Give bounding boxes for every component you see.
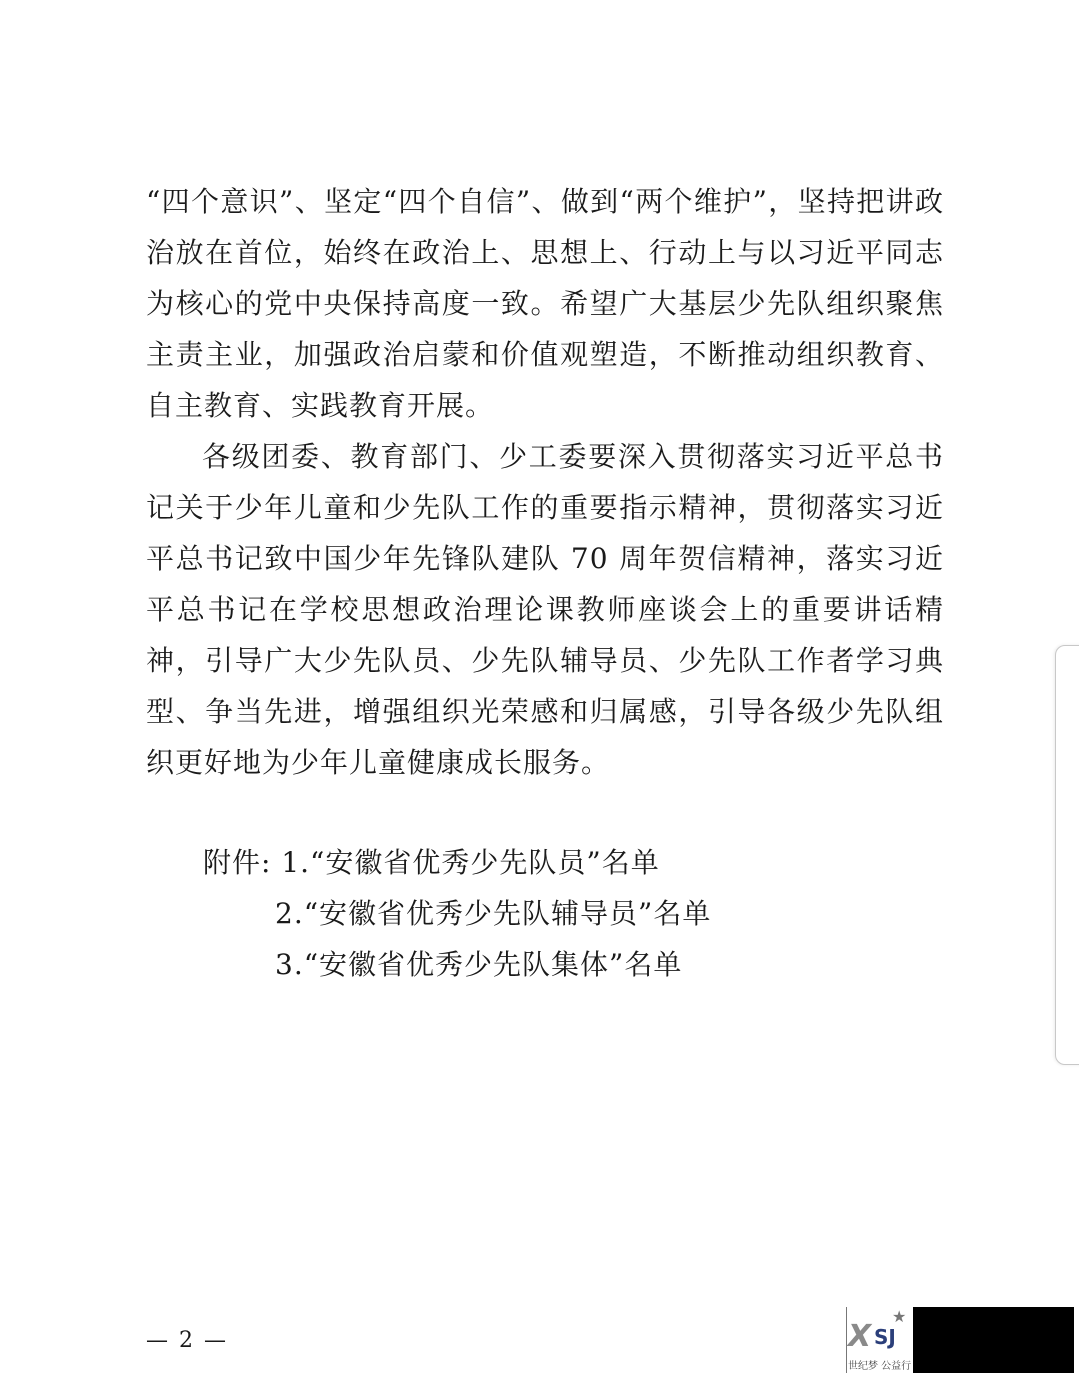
attachment-title-3: 3.“安徽省优秀少先队集体”名单 (275, 948, 683, 981)
attachment-title-1: 1.“安徽省优秀少先队员”名单 (281, 846, 660, 879)
logo-tagline: 世纪梦 公益行 (848, 1361, 912, 1372)
attachments-section (203, 837, 711, 990)
attachment-item-1 (203, 837, 711, 888)
body-paragraph-2: 各级团委、教育部门、少工委要深入贯彻落实习近平总书记关于少年儿童和少先队工作的重要指示精神，贯彻落实习近平总书记致中国少年先锋队建队 70 周年贺信精神，落实习近平总书记在学校思想政治理论课教师座谈会上的重要讲话精神，引导广大少先队员、少先队辅导员、少先队工作者学习典型、争当先进，增强组织光荣感和归属感，引导各级少先队组织更好地为少年儿童健康成长服务。 (146, 440, 944, 779)
redaction-block (913, 1307, 1074, 1373)
logo-letters: SJ (874, 1325, 896, 1349)
body-paragraph-1: “四个意识”、坚定“四个自信”、做到“两个维护”，坚持把讲政治放在首位，始终在政治上、思想上、行动上与以习近平同志为核心的党中央保持高度一致。希望广大基层少先队组织聚焦主责主业，加强政治启蒙和价值观塑造，不断推动组织教育、自主教育、实践教育开展。 (146, 185, 944, 422)
attachment-item-3 (203, 939, 711, 990)
logo-x-mark: X (848, 1319, 872, 1354)
attachment-item-2 (203, 888, 711, 939)
attachments-label: 附件: (203, 846, 272, 879)
side-panel-handle[interactable] (1055, 645, 1079, 1065)
logo-star-icon: ★ (892, 1307, 907, 1326)
attachment-title-2: 2.“安徽省优秀少先队辅导员”名单 (275, 897, 712, 930)
logo-divider (846, 1307, 847, 1373)
page-number: — 2 — (146, 1328, 228, 1353)
document-body (146, 176, 944, 788)
